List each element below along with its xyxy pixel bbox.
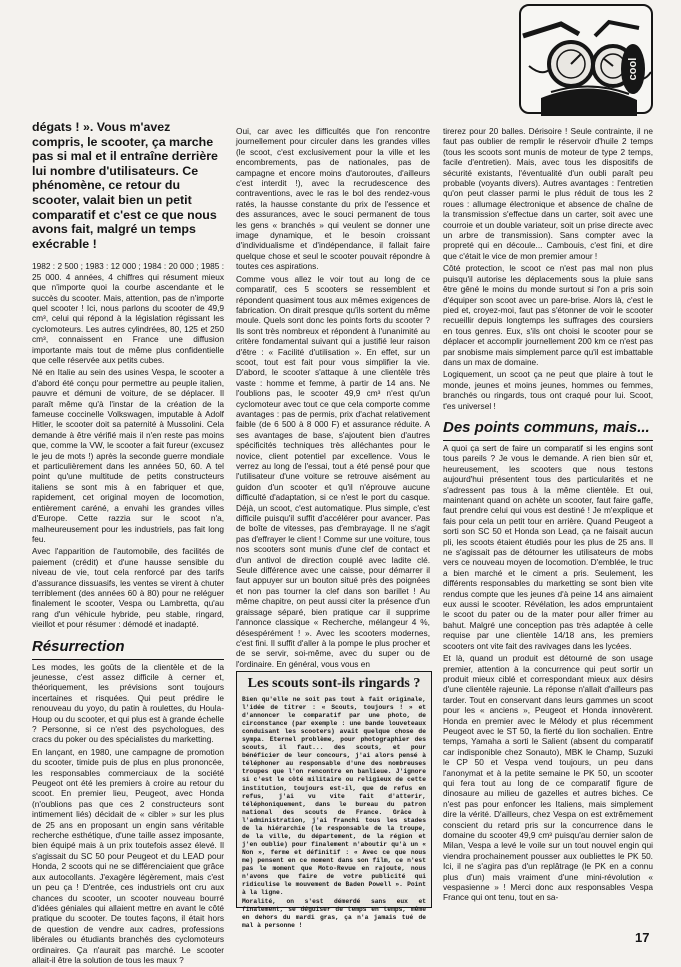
sidebar-title: Les scouts sont-ils ringards ? <box>247 676 421 691</box>
paragraph: Avec l'apparition de l'automobile, des facilités de paiement (crédit) et d'une hausse sensible du niveau de vie, tout cela renforcé par des tarifs d'assurance dissuasifs, les ventes se virent à chuter terriblement (des années 60 à 80) pour ne reléguer finalement le scooter, Vespa ou Lambretta, qu'au rang d'un véhicule hybride, peu stable, ringard, vieillot et pour résumer : démodé et inadapté. <box>32 546 224 630</box>
column-middle <box>236 126 430 671</box>
logo-illustration <box>519 4 653 114</box>
paragraph: Et là, quand un produit est détourné de son usage premier, attention à la concurrence qui peut sortir un produit mieux ciblé et correspondant mieux aux désirs d'une clientèle rajeunie. La réponse n'allait d'ailleurs pas tarder. Tout en conservant dans leurs gammes un scoot pour les « anciens », Peugeot et Honda innovèrent. Honda en premier avec le Mélody et plus récemment Peugeot avec le ST 50, la fierté du lion sochalien. Entre temps, Yamaha a sorti le Salient (absent du comparatif car indisponible chez Sonauto), MBK le Champ, Suzuki le CP 50 et Vespa vend toujours, un peu dans l'anonymat et à la petite semaine le PK 50, un scooter qui fera tout au long de ce comparatif figure de dinosaure au milieu de gazelles et autres biches. Ce n'est pas pour enfoncer les Italiens, mais simplement dire la vérité. D'ailleurs, chez Vespa on est extrêmement conscient du retard pris sur la concurrence dans le domaine du scooter 49,9 cm³ puisqu'au dernier salon de Milan, Vespa a levé le voile sur un tout nouvel engin qui viendra prochainement pousser aux oubliettes le PK 50. Ici, il ne s'agira pas d'un replâtrage (le PK en a connu plus d'un) mais vraiment d'une mini-révolution « vespasienne » ! Merci donc aux responsables Vespa France qui ont tenu, tout en sa- <box>443 653 653 903</box>
cool-badge <box>619 42 647 96</box>
page-number: 17 <box>635 930 650 945</box>
column-left <box>32 120 224 967</box>
paragraph: En lançant, en 1980, une campagne de promotion du scooter, timide puis de plus en plus prononcée, les responsables commerciaux de la société Peugeot ont été les premiers à croire au retour du scoot. En premier lieu, Peugeot, avec Honda (n'oublions pas que ces 2 constructeurs sont intimement liés) décidait de « cibler » sur les plus de 25 ans en proposant un engin sans véritable recherche esthétique, d'une taille assez imposante, bien équipé mais à un prix toutefois assez élevé. Il s'agissait du SC 50 pour Peugeot et du LEAD pour Honda, 2 scoots qui ne se différenciaient que grâce aux autocollants. J'exagère légèrement, mais c'est un peu ça ! D'entrée, ces industriels ont cru aux chances du scooter, un scooter nouveau bourré d'idées géniales qui allaient mettre en avant le côté pratique du scooter. De toutes façons, il était hors de question de vendre aux cadres, professions libérales ou étudiants branchés des cyclomoteurs ordinaires. Ça n'aurait pas marché. Le scooter allait-il être la solution de tous les maux ? <box>32 746 224 965</box>
sidebar-conclusion: Moralité, on s'est démerdé sans eux et finalement, se déguiser de temps en temps, même en dehors du mardi gras, ça n'a jamais tué de mal à personne ! <box>242 898 426 930</box>
paragraph: A quoi ça sert de faire un comparatif si les engins sont tous pareils ? Je vous le demande. A rien bien sûr et, heureusement, les scooters que nous testons aujourd'hui présentent tous des particularités et ne s'adressent pas tous à la même clientèle. Et oui, maintenant quand on achète un scooter, faut faire gaffe, faut prendre celui qui vous est destiné ! Je m'explique et fais pour cela un petit tour en arrière. Quand Peugeot a sorti son SC 50 et Honda son Lead, ça ne faisait aucun pli, les scoots étaient étudiés pour les plus de 25 ans. Il ne s'agissait pas de détourner les utilisateurs de mobs vers ce nouveau moyen de locomotion. D'emblée, le truc a bien marché et le ciment a pris. Seulement, les différents responsables du marketting se sont bien vite rendus compte que les jeunes d'à peine 14 ans aimaient eux aussi le scooter. Révélation, les ados empruntaient le scoot du pater ou de la mater pour aller frimer au bahut. Malgré une conception pas très adaptée à celle requise par une clientèle 14/18 ans, les premiers scooters ont vite fait des ravivages dans les lycées. <box>443 442 653 651</box>
paragraph: 1982 : 2 500 ; 1983 : 12 000 ; 1984 : 20 000 ; 1985 : 25 000. 4 années, 4 chiffres qui résument mieux que n'importe quoi la courbe ascendante et le succès du scooter. Mais, attention, pas de n'importe quel scooter ! Ici, nous parlons du scooter de 49,9 cm³, celui qui répond à la législation régissant les cyclomoteurs. Les autres cylindrées, 80, 125 et 250 cm³, connaissent en France une diffusion importante mais tout de même plus confidentielle que celle réservée aux petits cubes. <box>32 261 224 365</box>
paragraph: Comme vous allez le voir tout au long de ce comparatif, ces 5 scooters se ressemblent et répondent quasiment tous aux mêmes exigences de fabrication. On dirait presque qu'ils sortent du même moule. Quels sont donc les points forts du scooter ? Ils sont très nombreux et répondent à l'unanimité au critère fondamental suivant qui a justifié leur raison d'être : « Facilité d'utilisation ». En effet, sur un scoot, tout est fait pour vous simplifier la vie. D'abord, le scooter s'attaque à une clientèle très vaste : homme et femme, à partir de 14 ans. Ne l'oublions pas, le scooter 49,9 cm³ n'est qu'un cyclomoteur avec tout ce que cela comporte comme avantages : pas de permis, prix d'achat relativement faible (de 6 500 à 8 000 F) et assurance réduite. A ses avantages de base, s'ajoutent bien d'autres spécificités techniques très alléchantes pour le novice, client potentiel par excellence. Vous le verrez au long de l'essai, tout a été pensé pour que l'utilisateur d'une voiture se retrouve aisément au guidon d'un scooter et qu'il n'éprouve aucune difficulté d'adaptation, si ce n'est le port du casque. Déjà, un scoot, c'est automatique. Plus simple, c'est difficile puisqu'il suffit d'accélérer pour avancer. Pas de boîte de vitesses, pas d'embrayage. Il ne s'agit pas d'effrayer le client ! Comme sur une voiture, tous nos scooters sont munis d'une clef de contact et d'un antivol de direction couplé avec ladite clé. Seule différence avec une caisse, pour démarrer il faut appuyer sur un bouton situé près des poignées et non pas tourner la clef dans son barillet ! Au même chapitre, on peut aussi citer la présence d'un graissage séparé, bien pratique car il supprime l'annonce classique « Recherche, mélangeur 4 %, désespérément ! ». Avec les scooters modernes, c'est fini. Il suffit d'aller à la pompe le plus procher et de se servir, soi-même, avec du super ou de l'ordinaire. En général, vous vous en <box>236 273 430 669</box>
paragraph: tirerez pour 20 balles. Dérisoire ! Seule contrainte, il ne faut pas oublier de remplir le réservoir d'huile 2 temps (tous les scoots sont munis de moteur de type 2 temps, facile d'entretien). Mais, avec tous les dispositifs de sécurité existants, l'éventualité d'un oubli paraît peu probable (voyants divers). Autres avantages : l'entretien qu'on peut classer parmi le plus réduit de tous les 2 roues : allumage électronique et absence de chaîne de la transmission s'effectue dans un carter, soit avec une courroie et un double variateur, soit un prise directe avec un arbre de transmission). Sans compter avec la propreté qui en découle... Cambouis, c'est fini, et dire que c'était le vice de mon premier amour ! <box>443 126 653 261</box>
paragraph: Né en Italie au sein des usines Vespa, le scooter a d'abord été conçu pour permettre au peuple italien, pauvre et démuni de voiture, de se déplacer. Il paraît même qu'à l'instar de la création de la fameuse coccinelle Volkswagen, imputable à Adolf Hitler, le scooter doit sa paternité à Mussolini. Cela demande à être vérifié mais il n'en reste pas moins que, comme la VW, le scooter a fait fureur (excusez le jeu de mots !) après la seconde guerre mondiale et particulièrement dans les années 50, 60. A tel point qu'une multitude de petits constructeurs italiens se sont mis à en fabriquer et que, rapidement, cet original moyen de locomotion, entièrement caréné, a envahi les grandes villes d'Europe. Cette razzia sur le scoot n'a, malheureusement pour les industriels, pas fait long feu. <box>32 367 224 544</box>
section-heading-points-communs: Des points communs, mais... <box>443 419 653 441</box>
paragraph: Côté protection, le scoot ce n'est pas mal non plus puisqu'il autorise les déplacements sous la pluie sans être gêné le moins du monde surtout si l'on a pris soin d'équiper son scoot avec un pare-brise. Alors là, c'est le pied et, croyez-moi, faut pas s'étonner de voir le scooter recueillir depuis longtemps les suffrages des coursiers en tous genres. Eux, s'ils ont choisi le scooter pour se déplacer et accomplir journellement 200 km ce n'est pas par snobisme mais simplement parce qu'il est imbattable dans un max de domaine. <box>443 263 653 367</box>
paragraph: Logiquement, un scoot ça ne peut que plaire à tout le monde, jeunes et moins jeunes, hommes ou femmes, branchés ou ringards, tous ont craqué pour lui. Scoot, t'es universel ! <box>443 369 653 411</box>
lede-paragraph: dégats ! ». Vous m'avez compris, le scooter, ça marche pas si mal et il entraîne derrière lui nombre d'utilisateurs. Ce phénomène, ce retour du scooter, valait bien un petit comparatif et c'est ce que nous avons fait, malgré un temps exécrable ! <box>32 120 218 251</box>
paragraph: Oui, car avec les difficultés que l'on rencontre journellement pour circuler dans les grandes villes (le scoot, c'est exclusivement pour la ville et les encombrements, pas de nationales, pas de campagne et encore moins d'autoroutes, d'ailleurs c'est interdit !), avec la recrudescence des contraventions, avec le ras le bol des rendez-vous ratés, la hausse constante du prix de l'essence et des assurances, avec le souci permanent de tous les gens « branchés » qui veulent se donner une image dynamique, et le besoin croissant d'individualisme et d'indépendance, il fallait faire quelque chose et seul le scooter pouvait répondre à toutes ces aspirations. <box>236 126 430 272</box>
sidebar-box <box>236 671 432 930</box>
paragraph: Les modes, les goûts de la clientèle et de la jeunesse, c'est assez difficile à cerner et, théoriquement, les prévisions sont toujours incertaines et risquées. Qui peut prédire le renouveau du yoyo, du patin à roulettes, du Houla-Houp ou du scooter, et qui plus est à grande échelle ? Personne, si ce n'est des psychologues, des cracs du poker ou des spécialistes du marketting. <box>32 661 224 745</box>
section-heading-resurrection: Résurrection <box>32 638 224 660</box>
cool-label: cool <box>626 57 639 81</box>
column-right <box>443 126 653 905</box>
sidebar-body: Bien qu'elle ne soit pas tout à fait originale, l'idée de titrer : « Scouts, toujours ! » et d'annoncer le comparatif par une photo, de circonstance (par exemple : une bande louveteaux conduisant les scooters) avait quelque chose de sympa. Eternel problème, pour photographier des scouts, il faut... des scouts, et pour bénéficier de leur concours, j'ai alors pensé à téléphoner au responsable d'une des nombreuses troupes que l'on rencontre en banlieue. J'ignore si c'est le côté militaire ou religieux de cette institution, toujours est-il, que de refus en refus, j'ai vu vite fait d'atterir, téléphoniquement, dans le bureau du patron national des scouts de France. Grâce à l'administration, j'ai franchi tous les stades de la hiérarchie (le responsable de la troupe, de la ville, du département, de la région et j'en oublie) pour finalement n'aboutir qu'à un « Non », ferme et définitif : « Avec ce que nous me) pensent en ce moment dans son film, ce n'est pas le moment que Moto-Revue en rajoute, nous n'avons que faire de votre publicité qui ridiculise le mouvement de Baden Powell ». Point à la ligne. <box>242 696 426 897</box>
